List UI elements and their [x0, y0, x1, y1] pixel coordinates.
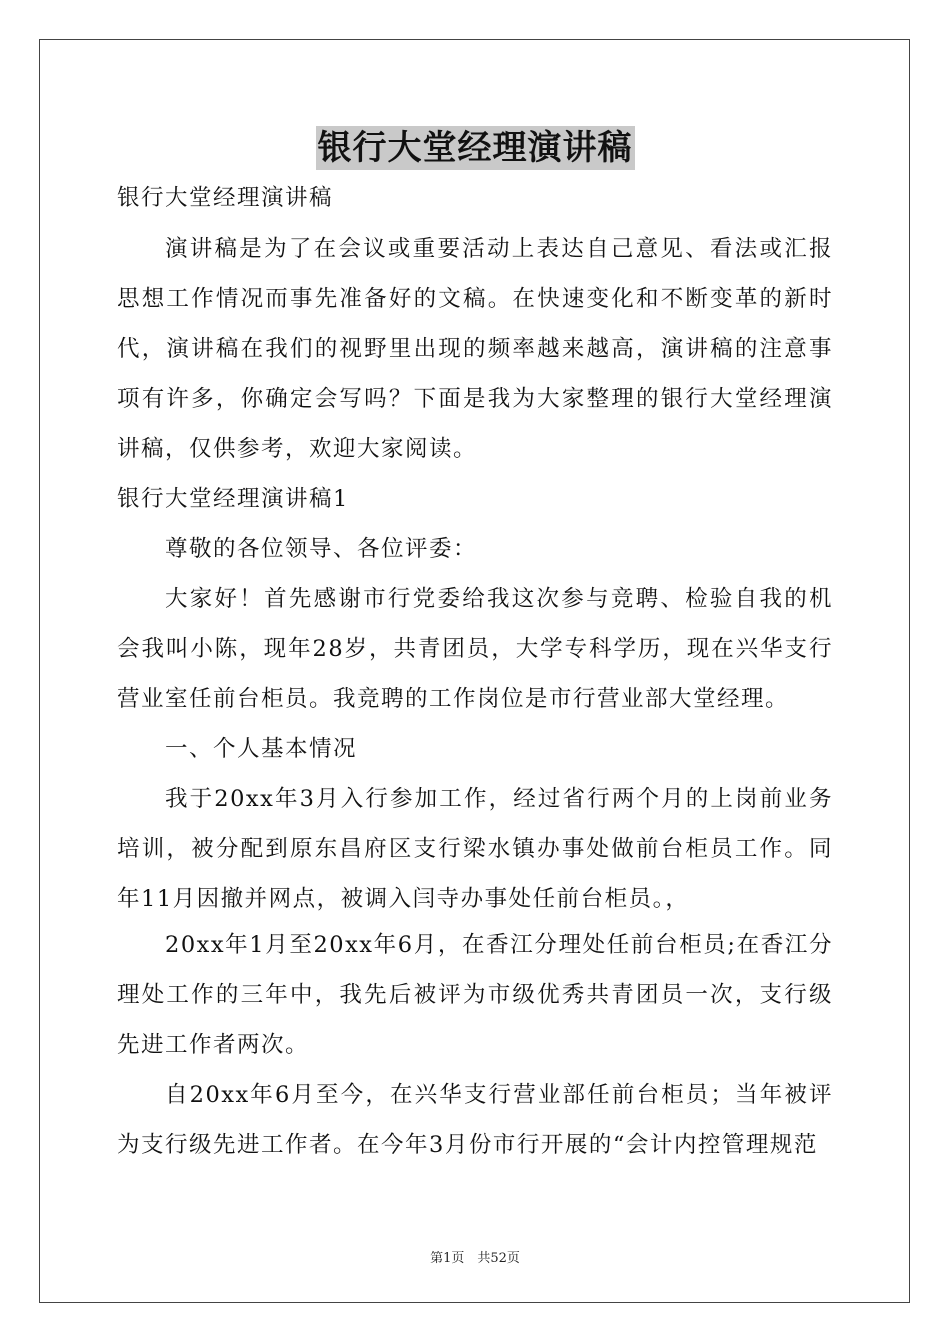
body-paragraph-1: 我于20xx年3月入行参加工作，经过省行两个月的上岗前业务培训，被分配到原东昌府区支行梁水镇办事处做前台柜员工作。同年11月因撤并网点，被调入闫寺办事处任前台柜员。，: [117, 786, 833, 912]
body-paragraph-2: 20xx年1月至20xx年6月，在香江分理处任前台柜员;在香江分理处工作的三年中，我先后被评为市级优秀共青团员一次，支行级先进工作者两次。: [117, 932, 833, 1058]
section-heading: 银行大堂经理演讲稿1: [117, 486, 349, 512]
salutation: 尊敬的各位领导、各位评委：: [165, 536, 478, 562]
document-title-container: [0, 126, 950, 170]
intro-paragraph: 演讲稿是为了在会议或重要活动上表达自己意见、看法或汇报思想工作情况而事先准备好的文稿。在快速变化和不断变革的新时代，演讲稿在我们的视野里出现的频率越来越高，演讲稿的注意事项有许多，你确定会写吗？下面是我为大家整理的银行大堂经理演讲稿，仅供参考，欢迎大家阅读。: [117, 236, 833, 462]
greeting-paragraph: 大家好！首先感谢市行党委给我这次参与竞聘、检验自我的机会我叫小陈，现年28岁，共青团员，大学专科学历，现在兴华支行营业室任前台柜员。我竞聘的工作岗位是市行营业部大堂经理。: [117, 586, 833, 712]
page-footer: 第1页 共52页: [430, 1251, 520, 1266]
body-paragraph-3: 自20xx年6月至今，在兴华支行营业部任前台柜员；当年被评为支行级先进工作者。在今年3月份市行开展的“会计内控管理规范: [117, 1082, 833, 1158]
document-subtitle: 银行大堂经理演讲稿: [117, 185, 334, 211]
part-heading: 一、个人基本情况: [165, 736, 358, 762]
document-title: 银行大堂经理演讲稿: [317, 128, 633, 168]
